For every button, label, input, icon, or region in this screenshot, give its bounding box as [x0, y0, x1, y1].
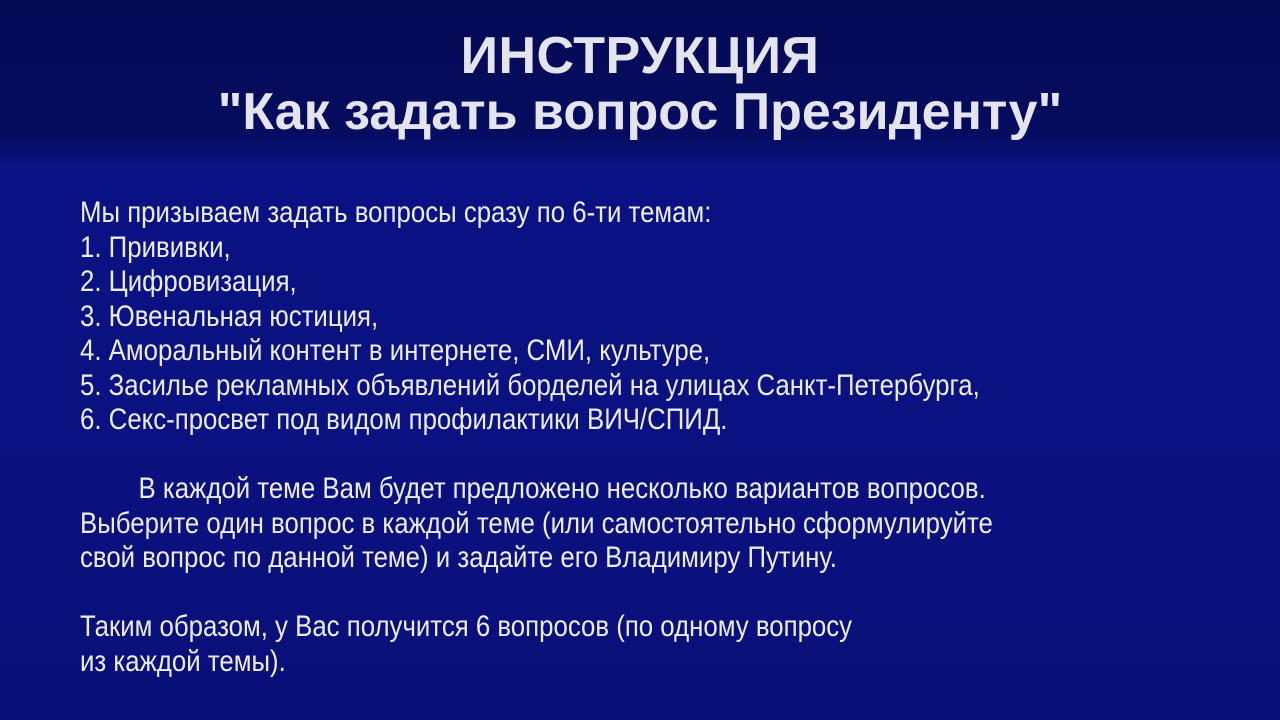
paragraph-3-line-2: из каждой темы). [80, 644, 286, 678]
title-banner [0, 0, 1280, 162]
intro-line: Мы призываем задать вопросы сразу по 6-ти темам: [80, 196, 712, 229]
topic-item-5: 5. Засилье рекламных объявлений борделей на улицах Санкт-Петербурга, [80, 368, 980, 402]
paragraph-3-line-1: Таким образом, у Вас получится 6 вопросов (по одному вопросу [80, 610, 853, 643]
slide-subtitle: "Как задать вопрос Президенту" [217, 83, 1063, 141]
paragraph-2-line-1: В каждой теме Вам будет предложено несколько вариантов вопросов. [138, 472, 986, 505]
topic-item-2: 2. Цифровизация, [80, 265, 297, 298]
topic-item-3: 3. Ювенальная юстиция, [80, 299, 379, 333]
topic-item-4: 4. Аморальный контент в интернете, СМИ, культуре, [80, 334, 711, 367]
spacer [80, 438, 1060, 473]
paragraph-2-line-3: свой вопрос по данной теме) и задайте его Владимиру Путину. [80, 541, 837, 574]
instruction-text [80, 196, 1060, 679]
spacer [80, 576, 1060, 611]
slide-title: ИНСТРУКЦИЯ [460, 27, 820, 85]
paragraph-2-line-2: Выберите один вопрос в каждой теме (или самостоятельно сформулируйте [80, 506, 993, 540]
topic-item-6: 6. Секс-просвет под видом профилактики ВИЧ/СПИД. [80, 403, 728, 436]
topic-item-1: 1. Прививки, [80, 230, 231, 264]
